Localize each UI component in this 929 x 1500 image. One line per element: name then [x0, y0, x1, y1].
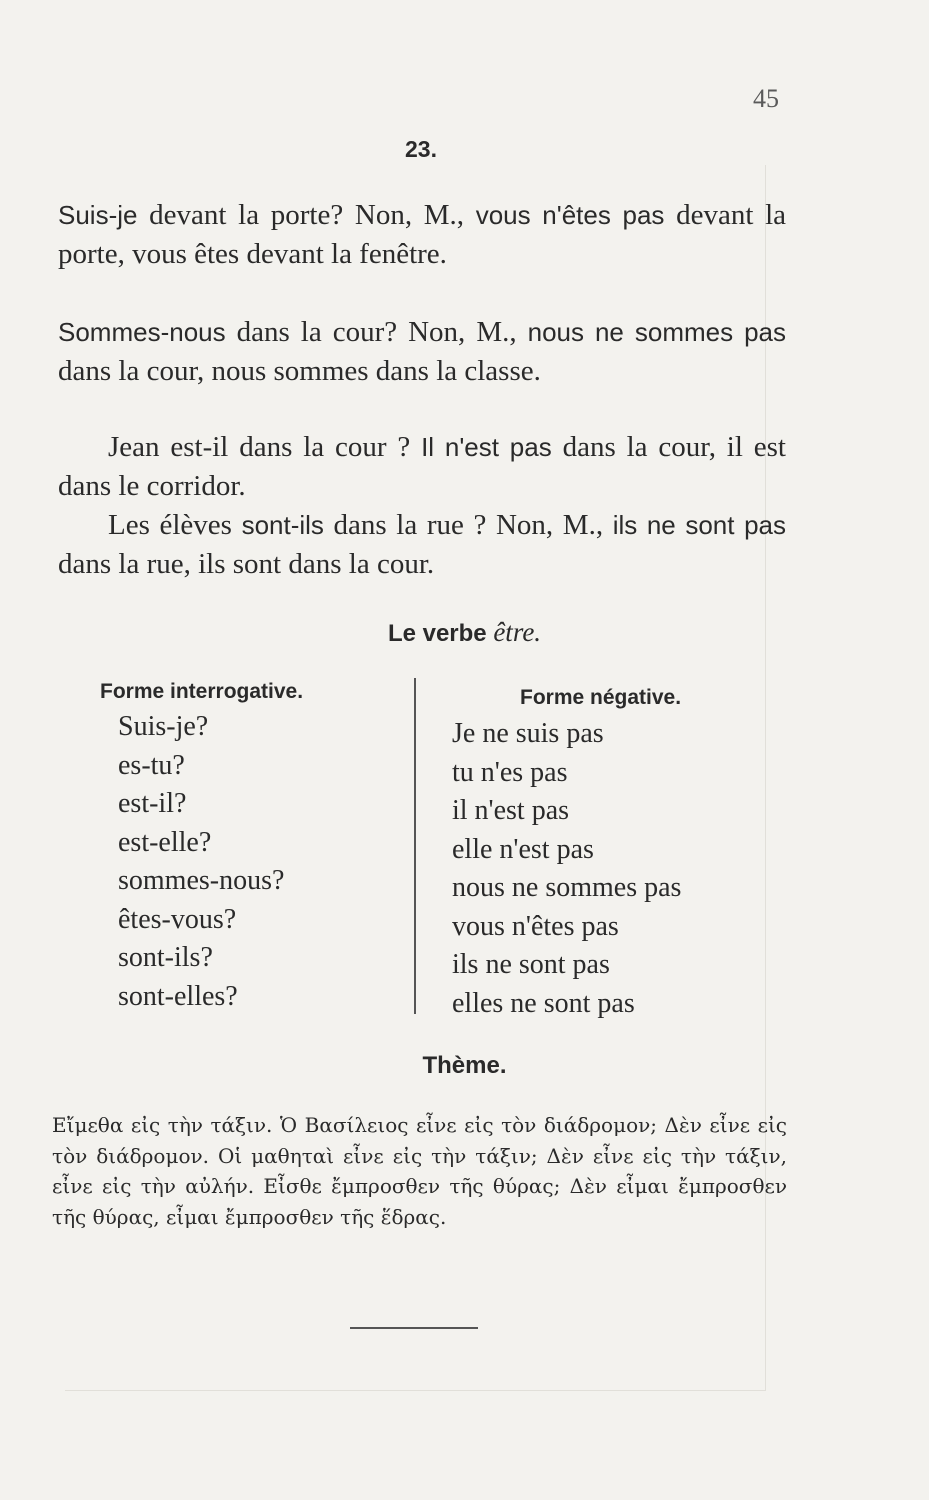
paragraph-1: Suis-je devant la porte? Non, M., vous n'êtes pas devant la porte, vous êtes devant la fenêtre.: [58, 199, 787, 270]
interrogative-form: est-il?: [118, 788, 187, 819]
end-rule: [350, 1327, 478, 1329]
interrogative-form: êtes-vous?: [118, 903, 237, 935]
negative-form: ils ne sont pas: [452, 949, 610, 980]
negative-heading: Forme négative.: [520, 686, 682, 709]
lesson-number: 23.: [405, 136, 437, 162]
verb-heading: Le verbe être.: [387, 617, 542, 647]
negative-form: tu n'es pas: [452, 756, 568, 788]
interrogative-form: sont-elles?: [118, 980, 238, 1012]
interrogative-heading: Forme interrogative.: [100, 680, 304, 703]
paragraph-2: Sommes-nous dans la cour? Non, M., nous ne sommes pas dans la cour, nous sommes dans la classe.: [58, 316, 786, 387]
interrogative-list: [118, 708, 284, 1016]
negative-form: vous n'êtes pas: [452, 910, 619, 942]
page-number: 45: [753, 84, 779, 113]
negative-form: elle n'est pas: [452, 833, 594, 865]
paragraph-4: Les élèves sont-ils dans la rue ? Non, M., ils ne sont pas dans la rue, ils sont dans la cour.: [58, 509, 786, 580]
negative-form: il n'est pas: [452, 795, 570, 826]
column-divider: [414, 678, 416, 1014]
interrogative-form: sommes-nous?: [118, 865, 285, 896]
interrogative-form: es-tu?: [118, 749, 185, 781]
negative-list: [452, 715, 681, 1023]
theme-heading: Thème.: [422, 1052, 507, 1079]
greek-exercise: Εἴμεθα εἰς τὴν τάξιν. Ὁ Βασίλειος εἶνε εἰς τὸν διάδρομον; Δὲν εἶνε εἰς τὸν διάδρομον. Οἱ μαθηταὶ εἶνε εἰς τὴν τάξιν; Δὲν εἶνε εἰς τὴν τάξιν, εἶνε εἰς τὴν αὐλήν. Εἶσθε ἔμπροσθεν τῆς θύρας; Δὲν εἶμαι ἔμπροσθεν τῆς θύρας, εἶμαι ἔμπροσθεν τῆς ἕδρας.: [52, 1113, 787, 1229]
interrogative-form: est-elle?: [118, 826, 212, 858]
negative-form: Je ne suis pas: [452, 718, 604, 749]
negative-form: nous ne sommes pas: [452, 872, 682, 903]
paragraph-3: Jean est-il dans la cour ? Il n'est pas dans la cour, il est dans le corridor.: [58, 431, 786, 502]
negative-form: elles ne sont pas: [452, 987, 635, 1019]
interrogative-form: Suis-je?: [118, 711, 209, 742]
interrogative-form: sont-ils?: [118, 942, 213, 973]
